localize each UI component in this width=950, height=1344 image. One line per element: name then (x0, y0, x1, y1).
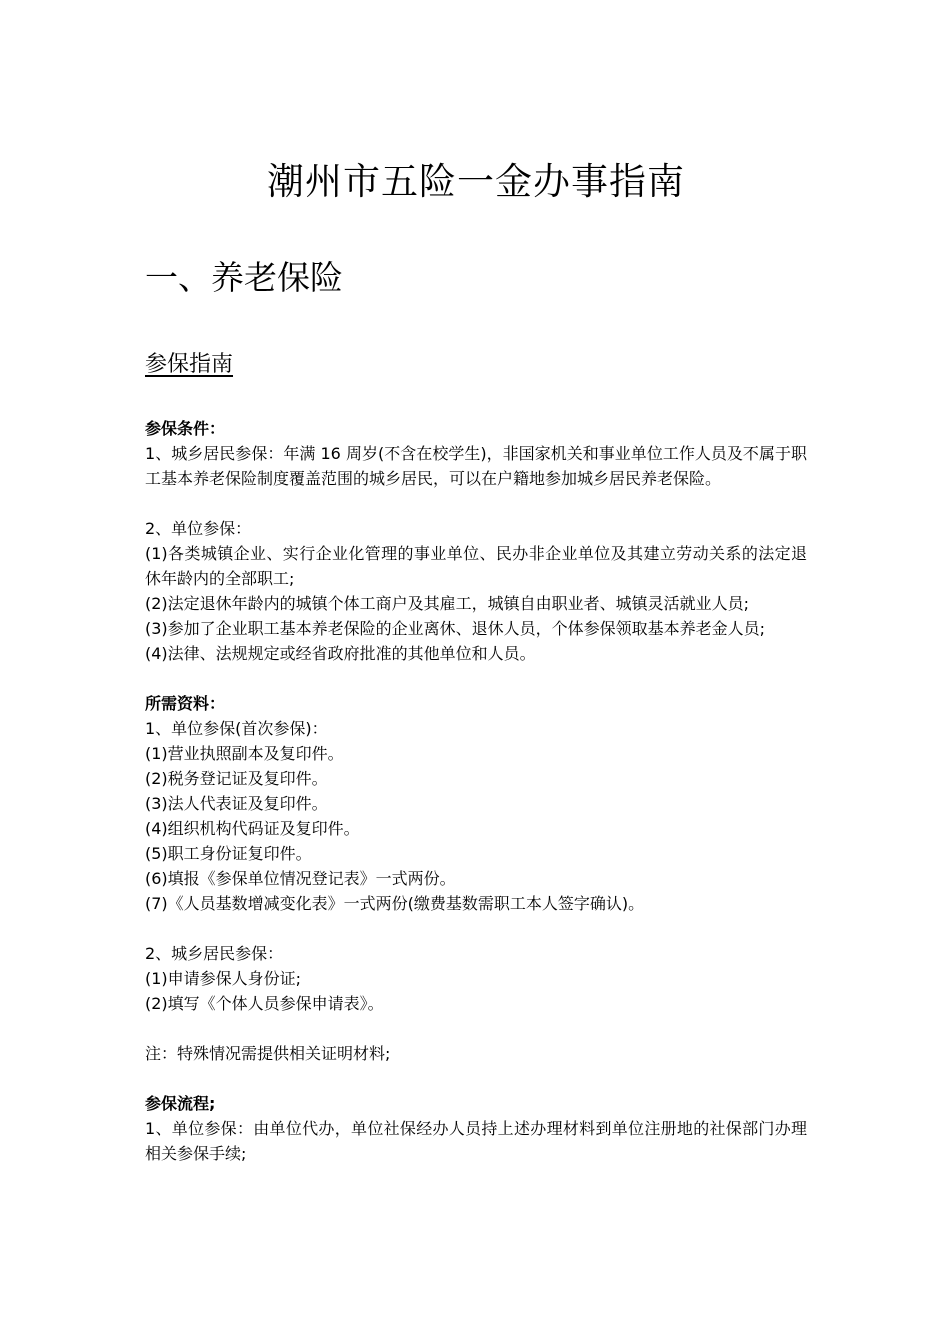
process-paragraph: 1、单位参保：由单位代办，单位社保经办人员持上述办理材料到单位注册地的社保部门办理相关参保手续; (145, 1119, 807, 1163)
materials-label: 所需资料： (145, 694, 226, 713)
materials-note: 注：特殊情况需提供相关证明材料; (145, 1044, 391, 1063)
conditions-item: (3)参加了企业职工基本养老保险的企业离休、退休人员，个体参保领取基本养老金人员; (145, 619, 766, 638)
materials-item: (3)法人代表证及复印件。 (145, 794, 328, 813)
document-title: 潮州市五险一金办事指南 (267, 160, 685, 203)
materials-item: (7)《人员基数增减变化表》一式两份(缴费基数需职工本人签字确认)。 (145, 894, 645, 913)
materials-item: (5)职工身份证复印件。 (145, 844, 312, 863)
conditions-unit-heading: 2、单位参保： (145, 519, 252, 538)
conditions-item: (2)法定退休年龄内的城镇个体工商户及其雇工，城镇自由职业者、城镇灵活就业人员; (145, 594, 750, 613)
materials-resident-heading: 2、城乡居民参保： (145, 944, 284, 963)
conditions-label: 参保条件： (145, 419, 226, 438)
conditions-item: (4)法律、法规规定或经省政府批准的其他单位和人员。 (145, 644, 536, 663)
conditions-block (145, 416, 807, 666)
materials-unit-heading: 1、单位参保(首次参保)： (145, 719, 328, 738)
section-heading: 一、养老保险 (145, 258, 343, 297)
materials-item: (4)组织机构代码证及复印件。 (145, 819, 360, 838)
materials-item: (1)营业执照副本及复印件。 (145, 744, 344, 763)
materials-item: (1)申请参保人身份证; (145, 969, 302, 988)
process-label: 参保流程; (145, 1094, 216, 1113)
sub-heading: 参保指南 (145, 352, 234, 377)
materials-item: (2)填写《个体人员参保申请表》。 (145, 994, 384, 1013)
materials-item: (6)填报《参保单位情况登记表》一式两份。 (145, 869, 456, 888)
conditions-paragraph: 1、城乡居民参保：年满 16 周岁(不含在校学生)，非国家机关和事业单位工作人员及不属于职工基本养老保险制度覆盖范围的城乡居民，可以在户籍地参加城乡居民养老保险。 (145, 444, 807, 488)
process-block (145, 1091, 807, 1166)
materials-item: (2)税务登记证及复印件。 (145, 769, 328, 788)
conditions-item: (1)各类城镇企业、实行企业化管理的事业单位、民办非企业单位及其建立劳动关系的法定退休年龄内的全部职工; (145, 544, 807, 588)
materials-block (145, 691, 807, 1066)
